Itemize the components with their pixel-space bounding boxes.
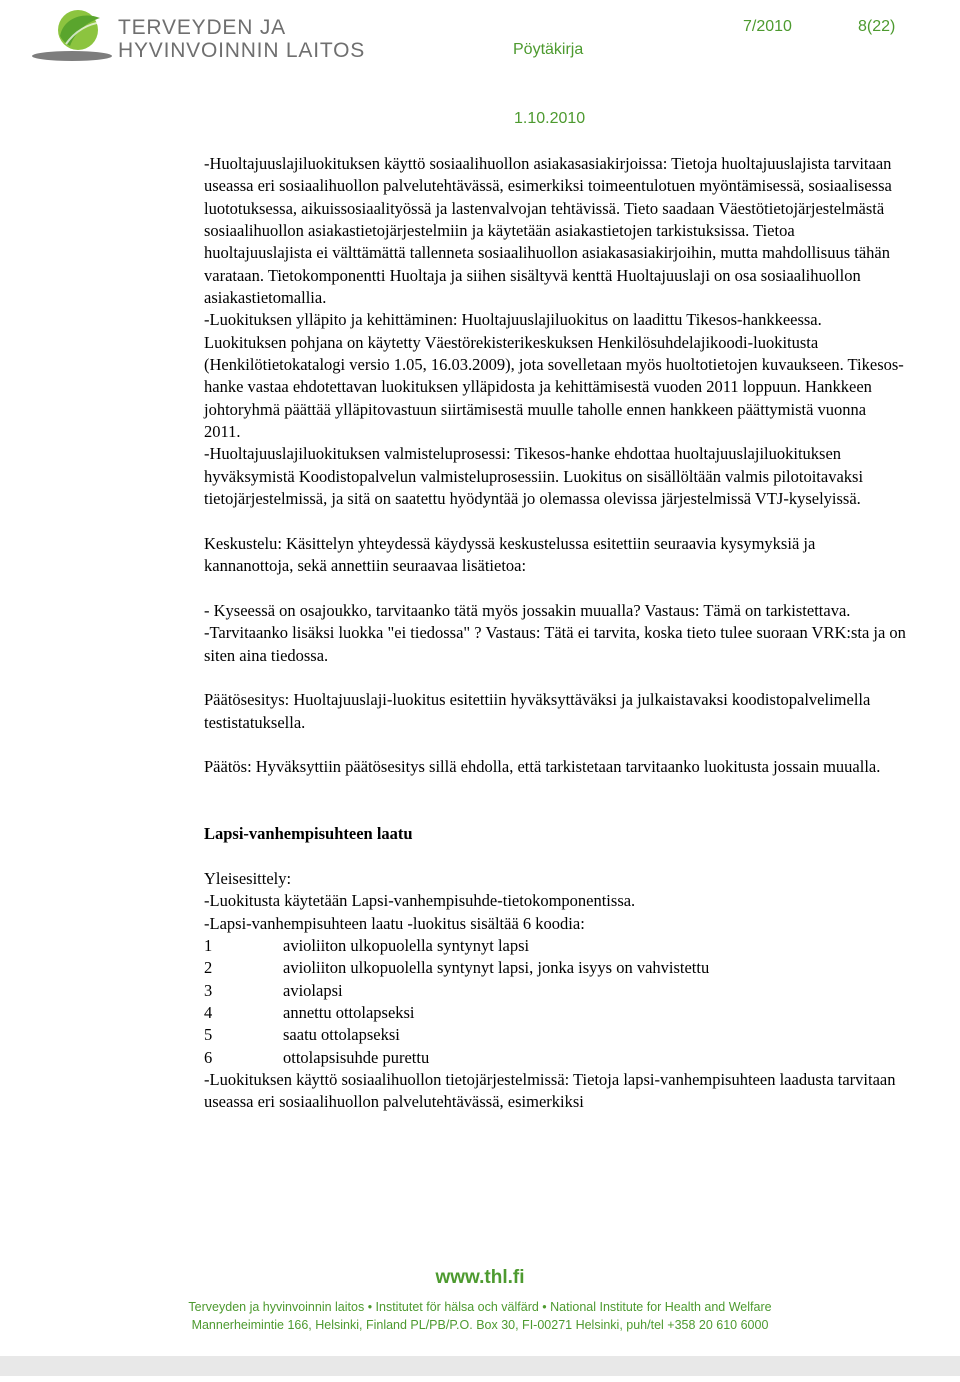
decision: Päätös: Hyväksyttiin päätösesitys sillä ehdolla, että tarkistetaan tarvitaanko luokitusta jossain muualla. xyxy=(204,757,881,777)
section-heading: Lapsi-vanhempisuhteen laatu xyxy=(204,824,413,844)
code-number: 4 xyxy=(204,1003,213,1023)
footer-address: Mannerheimintie 166, Helsinki, Finland PL/PB/P.O. Box 30, FI-00271 Helsinki, puh/tel +358 20 610 6000 xyxy=(191,1318,769,1332)
intro-line: -Luokitusta käytetään Lapsi-vanhempisuhde-tietokomponentissa. xyxy=(204,891,636,911)
code-label: avioliiton ulkopuolella syntynyt lapsi, jonka isyys on vahvistettu xyxy=(283,958,710,978)
code-list-item xyxy=(204,1047,906,1069)
qa-item: - Kyseessä on osajoukko, tarvitaanko tätä myös jossakin muualla? Vastaus: Tämä on tarkistettava. xyxy=(204,600,851,620)
intro-label: Yleisesittely: xyxy=(204,869,292,888)
paragraph-preparation: -Huoltajuuslajiluokituksen valmisteluprosessi: Tikesos-hanke ehdottaa huoltajuuslajiluokituksen hyväksymistä Koodistopalvelun valmisteluprosessiin. Luokitus on sisällöltään valmis pilotoitavaksi tietojärjestelmissä, ja sitä on saatettu hyödyntää jo olemassa olevissa järjestelmissä VTJ-kyselyissä. xyxy=(204,444,864,509)
code-list-item xyxy=(204,980,906,1002)
code-label: annettu ottolapseksi xyxy=(283,1003,415,1023)
footer-institutes: Terveyden ja hyvinvoinnin laitos • Institutet för hälsa och välfärd • National Institute for Health and Welfare xyxy=(188,1300,772,1314)
document-body xyxy=(204,153,906,1114)
code-label: avioliiton ulkopuolella syntynyt lapsi xyxy=(283,936,530,956)
code-number: 3 xyxy=(204,980,213,1000)
code-label: saatu ottolapseksi xyxy=(283,1025,400,1045)
paragraph-discussion: Keskustelu: Käsittelyn yhteydessä käydyssä keskustelussa esitettiin seuraavia kysymyksiä ja kannanottoja, sekä annettiin seuraavaa lisätietoa: xyxy=(204,533,816,576)
paragraph-usage: -Huoltajuuslajiluokituksen käyttö sosiaalihuollon asiakasasiakirjoissa: Tietoja huoltajuuslajista tarvitaan useassa eri sosiaalihuollon palvelutehtävässä, esimerkiksi toimeentulotuen myöntämisessä, sosiaalisessa luototuksessa, aikuissosiaalityössä ja lastenvalvojan tehtävissä. Tieto saadaan Väestötietojärjestelmästä sosiaalihuollon asiakastietojärjestelmiin ja käytetään asiakastietojen tarkistuksissa. Tietoa huoltajuuslajista ei välttämättä tallenneta sosiaalihuollon asiakasasiakirjoihin, mutta mahdollisuus tähän varataan. Tietokomponentti Huoltaja ja siihen sisältyvä kenttä Huoltajuuslaji on osa sosiaalihuollon asiakastietomallia. xyxy=(204,154,892,308)
code-list-item xyxy=(204,957,906,979)
page-bottom-bar xyxy=(0,1356,960,1376)
code-label: ottolapsisuhde purettu xyxy=(283,1047,430,1067)
page-number: 8(22) xyxy=(858,18,896,35)
intro-line: -Lapsi-vanhempisuhteen laatu -luokitus sisältää 6 koodia: xyxy=(204,913,585,933)
footer-url[interactable]: www.thl.fi xyxy=(435,1267,525,1288)
code-number: 1 xyxy=(204,936,213,956)
org-name: TERVEYDEN JA HYVINVOINNIN LAITOS xyxy=(118,16,366,62)
code-number: 2 xyxy=(204,958,213,978)
document-type: Pöytäkirja xyxy=(513,41,584,58)
thl-logo xyxy=(30,6,380,62)
code-number: 5 xyxy=(204,1025,213,1045)
qa-item: -Tarvitaanko lisäksi luokka "ei tiedossa" ? Vastaus: Tätä ei tarvita, koska tieto tulee suoraan VRK:sta ja on siten aina tiedossa. xyxy=(204,623,906,665)
code-list-item xyxy=(204,935,906,957)
decision-proposal: Päätösesitys: Huoltajuuslaji-luokitus esitettiin hyväksyttäväksi ja julkaistavaksi koodistopalvelimella testistatuksella. xyxy=(204,690,871,732)
document-number: 7/2010 xyxy=(743,18,792,35)
code-number: 6 xyxy=(204,1047,213,1067)
code-list-item xyxy=(204,1002,906,1024)
paragraph-maintenance: -Luokituksen ylläpito ja kehittäminen: Huoltajuuslajiluokitus on laadittu Tikesos-hankkeessa. Luokituksen pohjana on käytetty Väestörekisterikeskuksen Henkilösuhdelajikoodi-luokitusta (Henkilötietokatalogi versio 1.05, 16.03.2009), jota sovelletaan myös huoltotietojen kuvaukseen. Tikesos-hanke vastaa ehdotettavan luokituksen ylläpidosta ja kehittämisestä vuoden 2011 loppuun. Hankkeen johtoryhmä päättää ylläpitovastuun siirtämisestä muulle taholle ennen hankkeen päättymistä vuonna 2011. xyxy=(204,310,904,442)
leaf-emblem-icon xyxy=(30,6,114,64)
paragraph-usage-lapsi: -Luokituksen käyttö sosiaalihuollon tietojärjestelmissä: Tietoja lapsi-vanhempisuhteen laadusta tarvitaan useassa eri sosiaalihuollon palvelutehtävässä, esimerkiksi xyxy=(204,1070,896,1112)
code-label: aviolapsi xyxy=(283,980,343,1000)
code-list-item xyxy=(204,1024,906,1046)
document-date: 1.10.2010 xyxy=(514,110,586,127)
